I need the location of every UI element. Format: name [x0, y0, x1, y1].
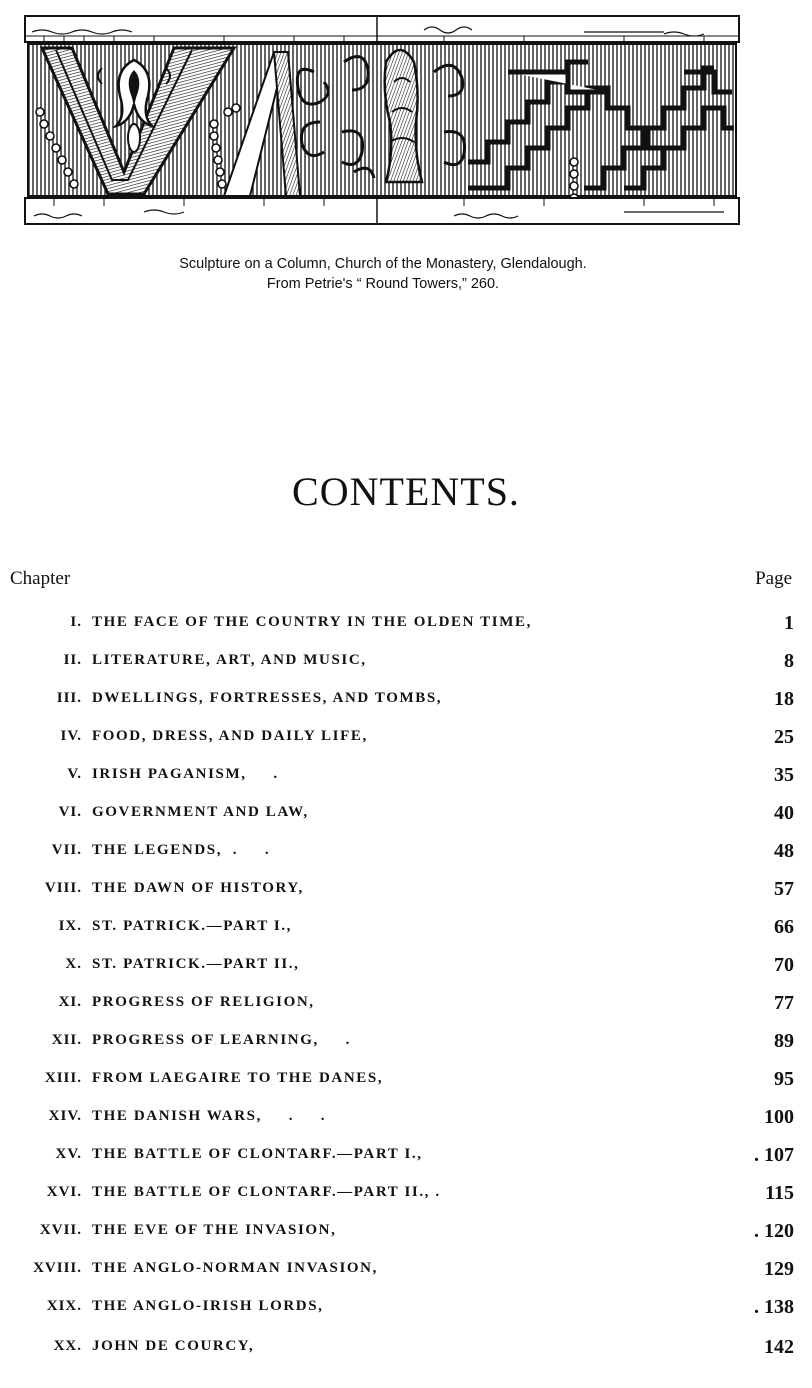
chapter-numeral: V.	[67, 766, 82, 782]
chapter-title: FROM LAEGAIRE TO THE DANES,	[92, 1070, 384, 1086]
chapter-title: THE ANGLO-IRISH LORDS,	[92, 1298, 324, 1314]
contents-heading: CONTENTS.	[292, 469, 520, 514]
chapter-numeral: XIII.	[44, 1070, 82, 1086]
chapter-numeral: I.	[70, 614, 82, 630]
chapter-title: THE BATTLE OF CLONTARF.—PART I.,	[92, 1146, 423, 1162]
chapter-title: DWELLINGS, FORTRESSES, AND TOMBS,	[92, 690, 443, 706]
toc-entry	[0, 614, 812, 644]
chapter-numeral: X.	[65, 956, 82, 972]
page-number: . 107	[754, 1144, 794, 1166]
toc-entry	[0, 956, 812, 986]
chapter-title: FOOD, DRESS, AND DAILY LIFE,	[92, 728, 368, 744]
toc-entry	[0, 842, 812, 872]
chapter-title: PROGRESS OF RELIGION,	[92, 994, 315, 1010]
toc-entry	[0, 1298, 812, 1328]
page-number: 115	[765, 1182, 794, 1204]
page-number: 100	[764, 1106, 794, 1128]
page-number: 142	[764, 1336, 794, 1358]
chapter-numeral: II.	[63, 652, 82, 668]
chapter-title: THE EVE OF THE INVASION,	[92, 1222, 337, 1238]
page-number: 66	[774, 916, 794, 938]
toc-entry	[0, 1070, 812, 1100]
page-column-label: Page	[755, 568, 792, 589]
toc-entry	[0, 652, 812, 682]
page-number: . 138	[754, 1296, 794, 1318]
toc-entry	[0, 1260, 812, 1290]
chapter-title: THE FACE OF THE COUNTRY IN THE OLDEN TIME,	[92, 614, 532, 630]
figure-caption-line-2: From Petrie's “ Round Towers,” 260.	[266, 276, 500, 292]
chapter-column-label: Chapter	[10, 568, 71, 589]
figure-caption-line-1: Sculpture on a Column, Church of the Monastery, Glendalough.	[179, 256, 587, 272]
toc-entry	[0, 1032, 812, 1062]
page-number: 48	[774, 840, 794, 862]
toc-entry	[0, 690, 812, 720]
chapter-title: IRISH PAGANISM, .	[92, 766, 279, 782]
chapter-title: THE DANISH WARS, . .	[92, 1108, 327, 1124]
chapter-title: GOVERNMENT AND LAW,	[92, 804, 309, 820]
page-number: . 120	[754, 1220, 794, 1242]
chapter-title: JOHN DE COURCY,	[92, 1338, 255, 1354]
page-number: 95	[774, 1068, 794, 1090]
chapter-numeral: XVII.	[39, 1222, 82, 1238]
chapter-numeral: XVIII.	[33, 1260, 82, 1276]
toc-entry	[0, 728, 812, 758]
page-number: 77	[774, 992, 794, 1014]
toc-entry	[0, 880, 812, 910]
chapter-title: LITERATURE, ART, AND MUSIC,	[92, 652, 367, 668]
chapter-title: THE DAWN OF HISTORY,	[92, 880, 304, 896]
toc-entry	[0, 994, 812, 1024]
page-number: 57	[774, 878, 794, 900]
page-number: 89	[774, 1030, 794, 1052]
page-number: 35	[774, 764, 794, 786]
chapter-numeral: IV.	[60, 728, 82, 744]
page-number: 40	[774, 802, 794, 824]
chapter-numeral: VIII.	[44, 880, 82, 896]
chapter-title: ST. PATRICK.—PART I.,	[92, 918, 293, 934]
chapter-numeral: IX.	[58, 918, 82, 934]
chapter-numeral: XIX.	[46, 1298, 82, 1314]
chapter-numeral: XI.	[58, 994, 82, 1010]
page-number: 25	[774, 726, 794, 748]
chapter-title: THE ANGLO-NORMAN INVASION,	[92, 1260, 378, 1276]
chapter-title: THE BATTLE OF CLONTARF.—PART II., .	[92, 1184, 441, 1200]
toc-entry	[0, 804, 812, 834]
chapter-title: ST. PATRICK.—PART II.,	[92, 956, 300, 972]
chapter-numeral: XIV.	[48, 1108, 82, 1124]
chapter-numeral: III.	[56, 690, 82, 706]
chapter-title: THE LEGENDS, . .	[92, 842, 271, 858]
toc-entry	[0, 1338, 812, 1368]
chapter-numeral: VII.	[51, 842, 82, 858]
page-number: 1	[784, 612, 794, 634]
chapter-numeral: XV.	[55, 1146, 82, 1162]
chapter-numeral: XII.	[51, 1032, 82, 1048]
toc-entry	[0, 1184, 812, 1214]
page-number: 129	[764, 1258, 794, 1280]
chapter-numeral: XX.	[53, 1338, 82, 1354]
toc-entry	[0, 1146, 812, 1176]
sculpture-illustration	[24, 12, 740, 230]
chapter-numeral: VI.	[58, 804, 82, 820]
chapter-numeral: XVI.	[46, 1184, 82, 1200]
page-number: 70	[774, 954, 794, 976]
page-number: 8	[784, 650, 794, 672]
page-number: 18	[774, 688, 794, 710]
toc-entry	[0, 1222, 812, 1252]
toc-entry	[0, 1108, 812, 1138]
toc-entry	[0, 918, 812, 948]
chapter-title: PROGRESS OF LEARNING, .	[92, 1032, 351, 1048]
toc-entry	[0, 766, 812, 796]
